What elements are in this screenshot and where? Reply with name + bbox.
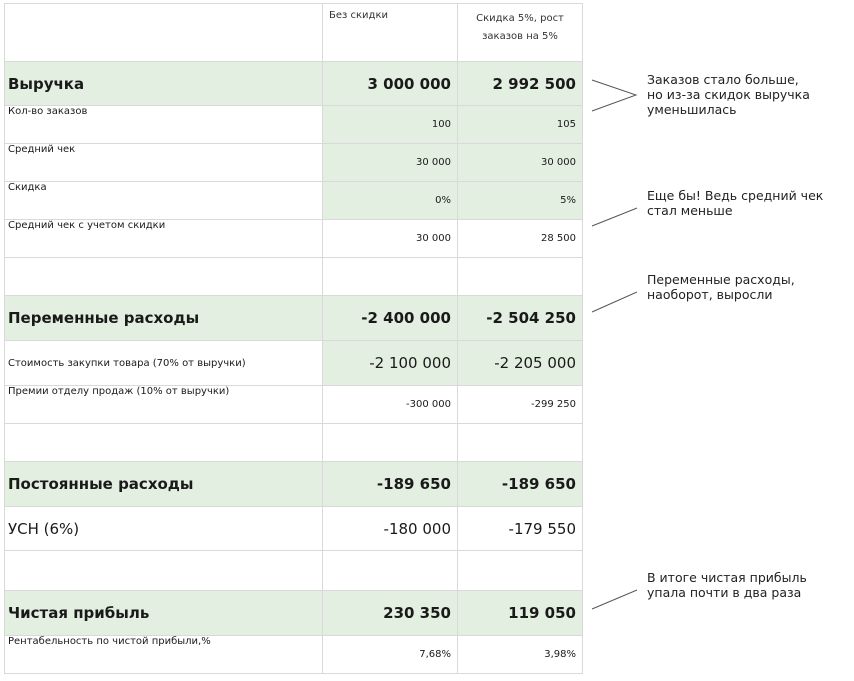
value-discount: 3,98% bbox=[458, 636, 583, 674]
label-cell: УСН (6%) bbox=[5, 507, 323, 551]
value-no-discount: 3 000 000 bbox=[323, 62, 458, 106]
value-no-discount: -180 000 bbox=[323, 507, 458, 551]
value-no-discount: 0% bbox=[323, 182, 458, 220]
value-discount: -179 550 bbox=[458, 507, 583, 551]
revenue-callout-line bbox=[592, 80, 636, 111]
value-discount: 5% bbox=[458, 182, 583, 220]
value-no-discount: -2 100 000 bbox=[323, 341, 458, 386]
profit-callout-line bbox=[592, 590, 637, 609]
label-cell: Чистая прибыль bbox=[5, 591, 323, 636]
label-cell: Премии отделу продаж (10% от выручки) bbox=[5, 386, 323, 424]
value-discount: 119 050 bbox=[458, 591, 583, 636]
label-cell: Постоянные расходы bbox=[5, 462, 323, 507]
value-no-discount: 7,68% bbox=[323, 636, 458, 674]
label-cell: Стоимость закупки товара (70% от выручки) bbox=[5, 341, 323, 386]
value-no-discount: -189 650 bbox=[323, 462, 458, 507]
value-no-discount: -2 400 000 bbox=[323, 296, 458, 341]
note-net-profit: В итоге чистая прибыль упала почти в два раза bbox=[647, 570, 807, 600]
note-avg-check: Еще бы! Ведь средний чек стал меньше bbox=[647, 188, 824, 218]
label-cell: Выручка bbox=[5, 62, 323, 106]
label-cell: Переменные расходы bbox=[5, 296, 323, 341]
label-cell: Кол-во заказов bbox=[5, 106, 323, 144]
variable-callout-line bbox=[592, 292, 637, 312]
header-discount: Скидка 5%, рост заказов на 5% bbox=[458, 4, 583, 62]
label-cell: Средний чек bbox=[5, 144, 323, 182]
value-no-discount: 230 350 bbox=[323, 591, 458, 636]
label-cell: Средний чек с учетом скидки bbox=[5, 220, 323, 258]
header-no-discount: Без скидки bbox=[323, 4, 458, 62]
value-no-discount: 30 000 bbox=[323, 144, 458, 182]
value-no-discount: 30 000 bbox=[323, 220, 458, 258]
value-discount: -299 250 bbox=[458, 386, 583, 424]
value-discount: -189 650 bbox=[458, 462, 583, 507]
value-discount: 105 bbox=[458, 106, 583, 144]
value-no-discount: 100 bbox=[323, 106, 458, 144]
note-revenue: Заказов стало больше, но из-за скидок выручка уменьшилась bbox=[647, 72, 810, 117]
value-discount: -2 504 250 bbox=[458, 296, 583, 341]
note-variable-costs: Переменные расходы, наоборот, выросли bbox=[647, 272, 795, 302]
value-discount: 30 000 bbox=[458, 144, 583, 182]
value-no-discount: -300 000 bbox=[323, 386, 458, 424]
value-discount: 28 500 bbox=[458, 220, 583, 258]
avg-check-callout-line bbox=[592, 208, 637, 226]
label-cell: Скидка bbox=[5, 182, 323, 220]
label-cell: Рентабельность по чистой прибыли,% bbox=[5, 636, 323, 674]
value-discount: 2 992 500 bbox=[458, 62, 583, 106]
value-discount: -2 205 000 bbox=[458, 341, 583, 386]
